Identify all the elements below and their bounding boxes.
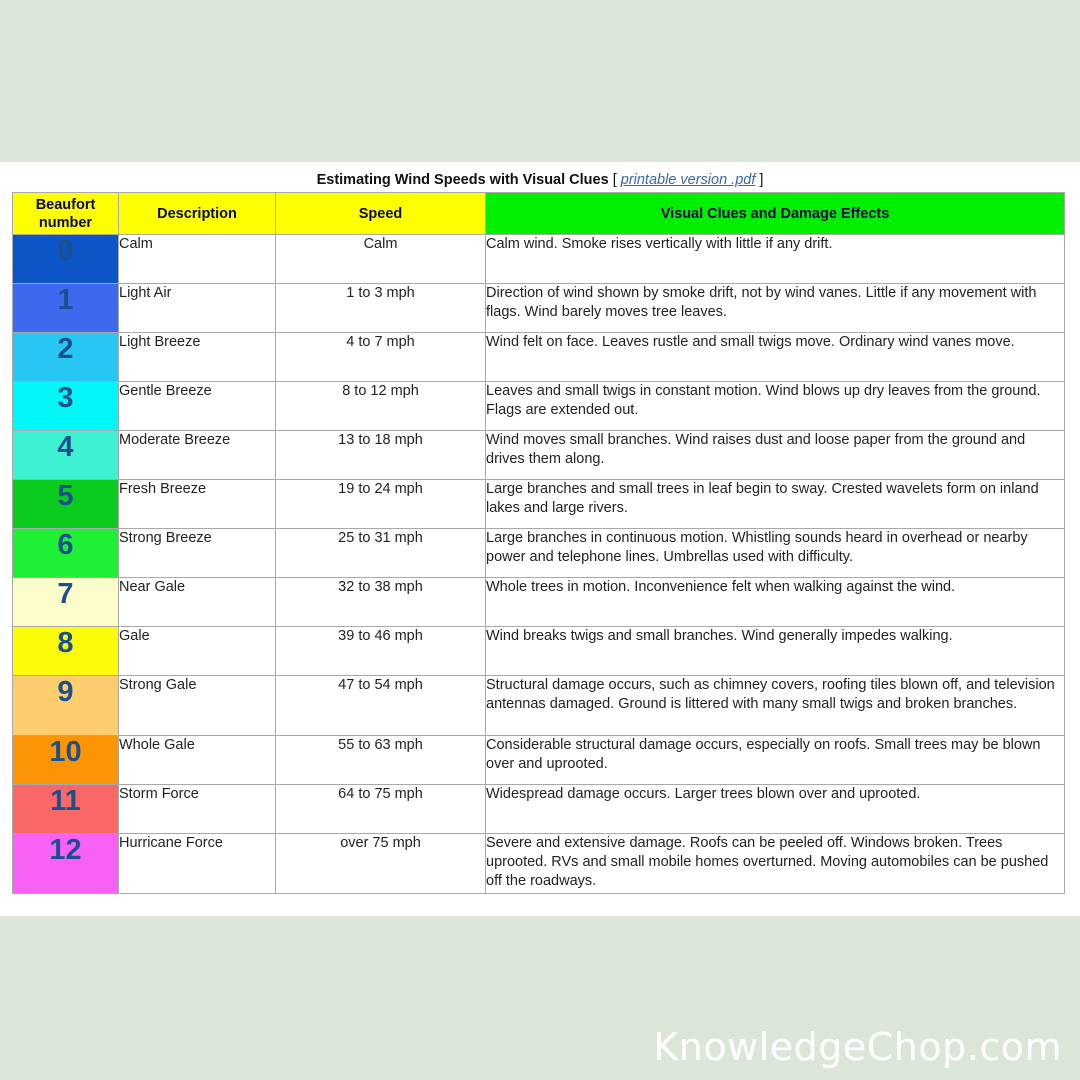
header-row	[13, 193, 1065, 235]
speed-cell: 1 to 3 mph	[276, 284, 486, 333]
effects-cell: Structural damage occurs, such as chimney covers, roofing tiles blown off, and television antennas damaged. Ground is littered with many small twigs and broken branches.	[486, 676, 1065, 736]
effects-cell: Severe and extensive damage. Roofs can be peeled off. Windows broken. Trees uprooted. RVs and small mobile homes overturned. Moving automobiles can be pushed off the roadways.	[486, 834, 1065, 894]
description-cell: Strong Breeze	[119, 529, 276, 578]
description-cell: Whole Gale	[119, 736, 276, 785]
beaufort-number-cell: 5	[13, 480, 119, 529]
description-cell: Storm Force	[119, 785, 276, 834]
speed-cell: 25 to 31 mph	[276, 529, 486, 578]
description-cell: Fresh Breeze	[119, 480, 276, 529]
beaufort-number-cell: 7	[13, 578, 119, 627]
beaufort-table	[12, 192, 1065, 894]
description-cell: Gale	[119, 627, 276, 676]
table-row	[13, 578, 1065, 627]
effects-cell: Large branches in continuous motion. Whistling sounds heard in overhead or nearby power and telephone lines. Umbrellas used with difficulty.	[486, 529, 1065, 578]
beaufort-number-cell: 4	[13, 431, 119, 480]
beaufort-number-cell: 9	[13, 676, 119, 736]
speed-cell: 64 to 75 mph	[276, 785, 486, 834]
speed-cell: 4 to 7 mph	[276, 333, 486, 382]
table-row	[13, 333, 1065, 382]
description-cell: Light Breeze	[119, 333, 276, 382]
description-cell: Moderate Breeze	[119, 431, 276, 480]
beaufort-number-cell: 6	[13, 529, 119, 578]
description-cell: Light Air	[119, 284, 276, 333]
effects-cell: Considerable structural damage occurs, especially on roofs. Small trees may be blown over and uprooted.	[486, 736, 1065, 785]
beaufort-number-cell: 10	[13, 736, 119, 785]
description-cell: Strong Gale	[119, 676, 276, 736]
beaufort-number-cell: 1	[13, 284, 119, 333]
effects-cell: Wind felt on face. Leaves rustle and small twigs move. Ordinary wind vanes move.	[486, 333, 1065, 382]
title-text: Estimating Wind Speeds with Visual Clues	[316, 172, 609, 188]
table-row	[13, 284, 1065, 333]
watermark: KnowledgeChop.com	[653, 1025, 1062, 1069]
beaufort-number-cell: 8	[13, 627, 119, 676]
table-row	[13, 480, 1065, 529]
effects-cell: Direction of wind shown by smoke drift, not by wind vanes. Little if any movement with flags. Wind barely moves tree leaves.	[486, 284, 1065, 333]
table-row	[13, 382, 1065, 431]
speed-cell: 55 to 63 mph	[276, 736, 486, 785]
table-row	[13, 235, 1065, 284]
table-row	[13, 676, 1065, 736]
effects-cell: Large branches and small trees in leaf begin to sway. Crested wavelets form on inland lakes and large rivers.	[486, 480, 1065, 529]
bracket-close: ]	[759, 172, 764, 188]
beaufort-number-cell: 12	[13, 834, 119, 894]
speed-cell: 19 to 24 mph	[276, 480, 486, 529]
beaufort-number-cell: 0	[13, 235, 119, 284]
speed-cell: 47 to 54 mph	[276, 676, 486, 736]
beaufort-number-cell: 3	[13, 382, 119, 431]
description-cell: Hurricane Force	[119, 834, 276, 894]
table-title	[0, 172, 1080, 188]
speed-cell: Calm	[276, 235, 486, 284]
effects-cell: Wind moves small branches. Wind raises dust and loose paper from the ground and drives them along.	[486, 431, 1065, 480]
description-cell: Calm	[119, 235, 276, 284]
speed-cell: 39 to 46 mph	[276, 627, 486, 676]
description-cell: Near Gale	[119, 578, 276, 627]
table-row	[13, 529, 1065, 578]
header-description: Description	[119, 193, 276, 235]
header-speed: Speed	[276, 193, 486, 235]
printable-version-link[interactable]: printable version .pdf	[620, 172, 756, 188]
effects-cell: Leaves and small twigs in constant motion. Wind blows up dry leaves from the ground. Flags are extended out.	[486, 382, 1065, 431]
speed-cell: 13 to 18 mph	[276, 431, 486, 480]
table-row	[13, 431, 1065, 480]
table-row	[13, 834, 1065, 894]
beaufort-number-cell: 11	[13, 785, 119, 834]
table-row	[13, 627, 1065, 676]
effects-cell: Calm wind. Smoke rises vertically with little if any drift.	[486, 235, 1065, 284]
effects-cell: Whole trees in motion. Inconvenience felt when walking against the wind.	[486, 578, 1065, 627]
speed-cell: over 75 mph	[276, 834, 486, 894]
bracket-open: [	[612, 172, 617, 188]
wind-speed-card	[0, 162, 1080, 916]
header-effects: Visual Clues and Damage Effects	[486, 193, 1065, 235]
speed-cell: 8 to 12 mph	[276, 382, 486, 431]
header-beaufort: Beaufort number	[13, 193, 119, 235]
speed-cell: 32 to 38 mph	[276, 578, 486, 627]
table-row	[13, 736, 1065, 785]
effects-cell: Widespread damage occurs. Larger trees blown over and uprooted.	[486, 785, 1065, 834]
description-cell: Gentle Breeze	[119, 382, 276, 431]
effects-cell: Wind breaks twigs and small branches. Wind generally impedes walking.	[486, 627, 1065, 676]
beaufort-number-cell: 2	[13, 333, 119, 382]
table-row	[13, 785, 1065, 834]
